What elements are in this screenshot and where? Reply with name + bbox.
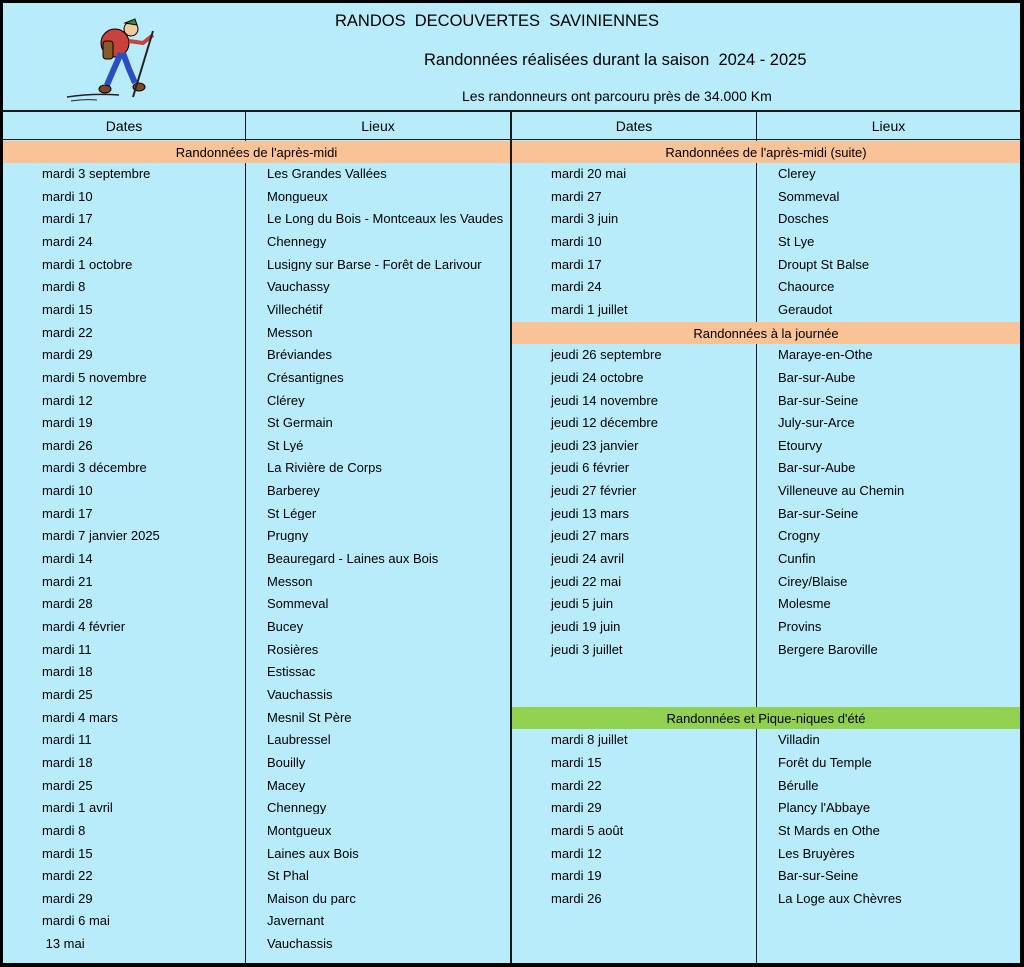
row-date: mardi 26 — [42, 437, 93, 453]
row-date: jeudi 5 juin — [551, 596, 614, 612]
row-lieu: Messon — [267, 325, 313, 339]
season-subtitle: Randonnées réalisées durant la saison 2024 - 2025 — [424, 51, 807, 69]
row-lieu: Barberey — [267, 484, 320, 498]
row-lieu: Forêt du Temple — [778, 754, 872, 770]
hiker-logo-icon — [63, 13, 163, 103]
row-date: mardi 12 — [551, 845, 602, 861]
row-lieu: Laubressel — [267, 733, 331, 747]
right-column-divider — [756, 112, 757, 963]
row-date: jeudi 3 juillet — [551, 641, 623, 657]
row-date: jeudi 24 octobre — [551, 369, 644, 385]
row-date: mardi 17 — [551, 256, 602, 272]
center-divider — [510, 112, 512, 963]
row-lieu: Mongueux — [267, 189, 328, 203]
row-date: mardi 15 — [42, 845, 93, 861]
row-date: mardi 25 — [42, 777, 93, 793]
row-lieu: Bucey — [267, 620, 304, 633]
row-lieu: Macey — [267, 778, 306, 792]
row-date: mardi 1 avril — [42, 800, 113, 816]
right-section-band — [512, 707, 1020, 729]
row-date: mardi 4 mars — [42, 709, 118, 725]
row-date: jeudi 6 février — [551, 460, 630, 476]
row-date: mardi 11 — [42, 641, 92, 657]
row-date: mardi 20 mai — [551, 166, 627, 181]
row-lieu: Chaource — [778, 279, 835, 295]
row-date: jeudi 23 janvier — [551, 437, 639, 453]
row-lieu: St Lyé — [267, 438, 304, 452]
row-lieu: St Mards en Othe — [778, 822, 880, 838]
row-lieu: St Léger — [267, 506, 317, 520]
row-lieu: Villadin — [778, 732, 820, 748]
row-date: mardi 1 octobre — [42, 256, 133, 272]
row-lieu: Estissac — [267, 665, 316, 679]
row-lieu: Dosches — [778, 211, 829, 227]
row-lieu: Bérulle — [778, 777, 819, 793]
right-section-band — [512, 322, 1020, 344]
row-date: jeudi 27 février — [551, 483, 637, 499]
row-date: jeudi 12 décembre — [551, 415, 658, 431]
row-date: 13 mai — [42, 936, 85, 952]
row-lieu: Chennegy — [267, 234, 327, 248]
row-date: mardi 3 décembre — [42, 460, 147, 476]
distance-summary: Les randonneurs ont parcouru près de 34.000 Km — [462, 88, 772, 104]
row-date: mardi 18 — [42, 664, 93, 680]
row-lieu: Vauchassis — [267, 687, 333, 701]
row-date: mardi 10 — [42, 483, 93, 499]
row-lieu: Etourvy — [778, 437, 823, 453]
row-lieu: St Phal — [267, 869, 309, 883]
document-page — [3, 3, 1020, 963]
row-date: mardi 10 — [42, 188, 93, 204]
row-date: mardi 6 mai — [42, 913, 110, 929]
row-lieu: Maison du parc — [267, 891, 356, 905]
row-lieu: St Germain — [267, 416, 333, 430]
row-lieu: Geraudot — [778, 301, 833, 317]
row-lieu: St Lye — [778, 233, 815, 249]
row-date: mardi 4 février — [42, 619, 126, 634]
row-lieu: Bouilly — [267, 755, 306, 769]
row-date: mardi 21 — [42, 573, 93, 589]
row-lieu: Bar-sur-Aube — [778, 460, 856, 476]
row-date: mardi 24 — [551, 279, 602, 295]
row-date: mardi 22 — [42, 868, 93, 884]
right-section-title: Randonnées de l'après-midi (suite) — [665, 144, 867, 160]
row-lieu: Rosières — [267, 642, 319, 656]
page-title: RANDOS DECOUVERTES SAVINIENNES — [335, 12, 659, 30]
row-date: mardi 12 — [42, 392, 93, 408]
left-lieux-header: Lieux — [361, 118, 395, 134]
row-date: mardi 15 — [551, 754, 602, 770]
row-lieu: Les Bruyères — [778, 845, 855, 861]
row-lieu: Les Grandes Vallées — [267, 167, 387, 180]
row-lieu: Lusigny sur Barse - Forêt de Larivour — [267, 257, 482, 271]
row-lieu: Laines aux Bois — [267, 846, 359, 860]
right-dates-header: Dates — [615, 118, 653, 134]
row-lieu: Cunfin — [778, 551, 816, 567]
row-lieu: Beauregard - Laines aux Bois — [267, 552, 439, 566]
row-date: mardi 19 — [551, 868, 602, 884]
row-date: mardi 17 — [42, 505, 93, 521]
row-date: mardi 10 — [551, 233, 602, 249]
row-lieu: Villechétif — [267, 302, 323, 316]
row-lieu: Sommeval — [778, 188, 840, 204]
row-lieu: Cirey/Blaise — [778, 573, 848, 589]
row-lieu: La Rivière de Corps — [267, 461, 382, 475]
row-date: mardi 11 — [42, 732, 92, 748]
row-date: mardi 29 — [551, 800, 602, 816]
right-lieux-header: Lieux — [871, 118, 906, 134]
left-section-title: Randonnées de l'après-midi — [175, 144, 338, 160]
row-lieu: Mesnil St Père — [267, 710, 352, 724]
row-date: mardi 1 juillet — [551, 301, 628, 317]
row-lieu: Bar-sur-Aube — [778, 369, 856, 385]
left-section-band — [3, 141, 510, 163]
row-date: mardi 17 — [42, 211, 93, 227]
left-column-divider — [245, 112, 246, 963]
row-date: jeudi 13 mars — [551, 505, 630, 521]
row-lieu: Le Long du Bois - Montceaux les Vaudes — [267, 212, 504, 226]
row-date: mardi 15 — [42, 301, 93, 317]
row-lieu: Javernant — [267, 914, 325, 928]
right-section-band — [512, 141, 1020, 163]
row-date: jeudi 22 mai — [551, 573, 622, 589]
row-lieu: Vauchassis — [267, 937, 333, 951]
right-section-title: Randonnées à la journée — [693, 325, 839, 341]
row-date: mardi 5 août — [551, 822, 624, 838]
row-lieu: Plancy l'Abbaye — [778, 800, 871, 816]
row-lieu: Crogny — [778, 528, 820, 544]
row-lieu: Chennegy — [267, 801, 327, 815]
row-date: mardi 22 — [551, 777, 602, 793]
row-date: jeudi 26 septembre — [551, 347, 662, 363]
row-date: jeudi 19 juin — [551, 619, 621, 634]
row-date: mardi 28 — [42, 596, 93, 612]
row-lieu: Vauchassy — [267, 280, 330, 294]
row-lieu: Maraye-en-Othe — [778, 347, 873, 363]
row-date: mardi 29 — [42, 890, 93, 906]
row-lieu: La Loge aux Chèvres — [778, 890, 902, 906]
row-date: mardi 5 novembre — [42, 369, 147, 385]
row-lieu: Molesme — [778, 596, 831, 612]
left-dates-header: Dates — [105, 118, 143, 134]
row-lieu: Prugny — [267, 529, 309, 543]
row-date: mardi 14 — [42, 551, 93, 567]
row-lieu: Crésantignes — [267, 370, 344, 384]
row-date: jeudi 24 avril — [551, 551, 624, 567]
row-date: mardi 3 juin — [551, 211, 619, 227]
row-date: mardi 25 — [42, 686, 93, 702]
row-date: mardi 18 — [42, 754, 93, 770]
row-lieu: Montgueux — [267, 823, 332, 837]
row-lieu: Villeneuve au Chemin — [778, 483, 905, 499]
row-lieu: Sommeval — [267, 597, 329, 611]
row-date: jeudi 14 novembre — [551, 392, 658, 408]
row-lieu: Bar-sur-Seine — [778, 868, 859, 884]
row-lieu: Bréviandes — [267, 348, 333, 362]
row-date: mardi 29 — [42, 347, 93, 363]
row-date: mardi 3 septembre — [42, 166, 151, 181]
right-section-title: Randonnées et Pique-niques d'été — [666, 710, 866, 726]
row-date: mardi 8 — [42, 822, 86, 838]
row-date: jeudi 27 mars — [551, 528, 630, 544]
row-lieu: Droupt St Balse — [778, 256, 870, 272]
row-lieu: Provins — [778, 619, 822, 634]
row-date: mardi 27 — [551, 188, 602, 204]
row-date: mardi 8 juillet — [551, 732, 628, 748]
row-date: mardi 7 janvier 2025 — [42, 528, 160, 544]
row-lieu: Messon — [267, 574, 313, 588]
row-lieu: Bar-sur-Seine — [778, 505, 859, 521]
row-lieu: Bar-sur-Seine — [778, 392, 859, 408]
row-date: mardi 8 — [42, 279, 86, 295]
row-lieu: Bergere Baroville — [778, 641, 878, 657]
row-date: mardi 22 — [42, 324, 93, 340]
row-lieu: Clérey — [267, 393, 305, 407]
row-date: mardi 24 — [42, 233, 93, 249]
row-lieu: Clerey — [778, 166, 816, 181]
row-date: mardi 26 — [551, 890, 602, 906]
row-date: mardi 19 — [42, 415, 93, 431]
row-lieu: July-sur-Arce — [778, 415, 855, 431]
